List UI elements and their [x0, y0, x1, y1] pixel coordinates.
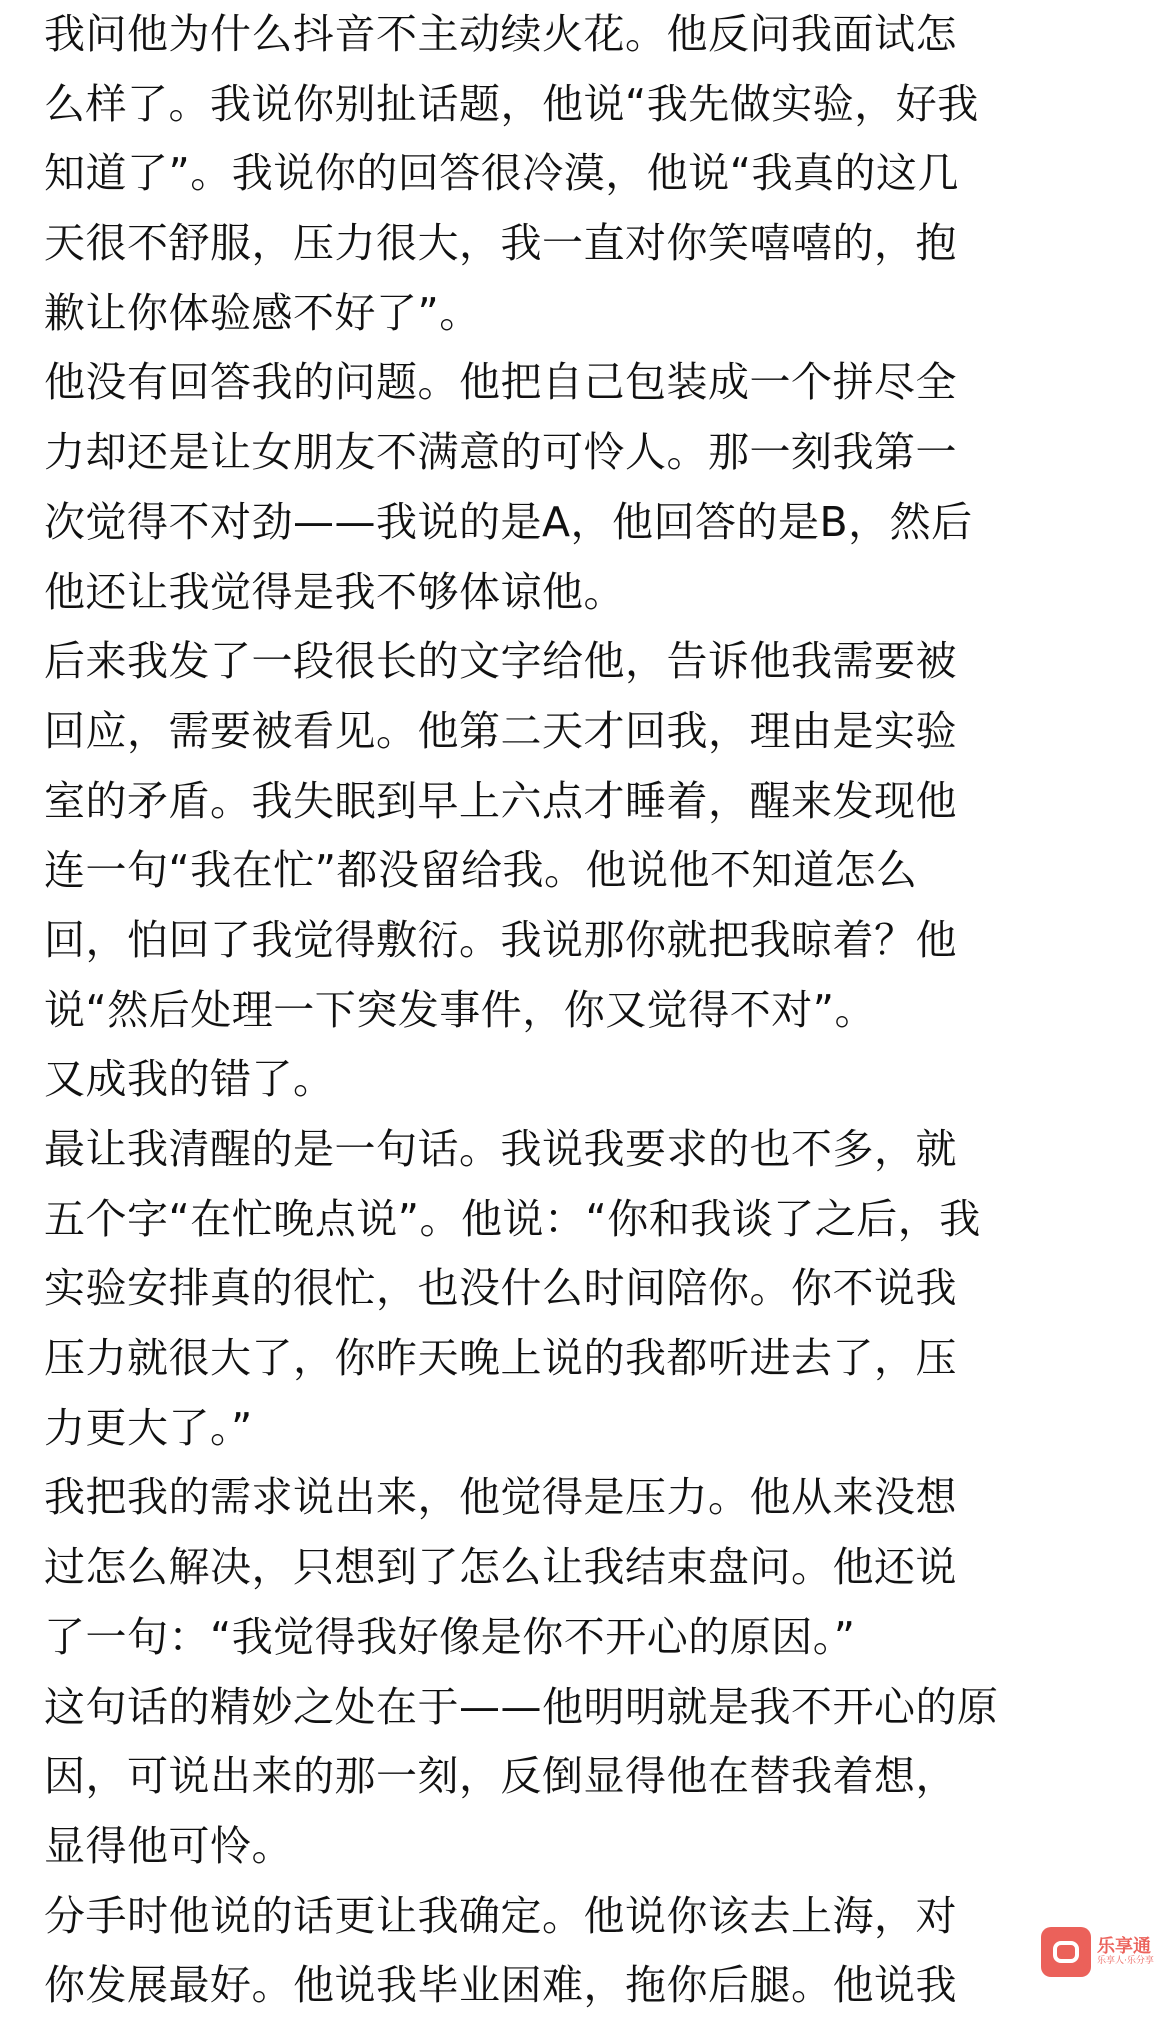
- text-line: 这句话的精妙之处在于——他明明就是我不开心的原: [44, 1682, 999, 1731]
- text-line: 连一句“我在忙”都没留给我。他说他不知道怎么: [44, 846, 918, 895]
- speech-bubble-icon: [1041, 1927, 1091, 1977]
- watermark: [1041, 1922, 1161, 1982]
- text-line: 因，可说出来的那一刻，反倒显得他在替我着想，: [44, 1752, 957, 1801]
- text-line: 了一句：“我觉得我好像是你不开心的原因。”: [44, 1612, 856, 1661]
- text-line: 歉让你体验感不好了”。: [44, 288, 481, 337]
- text-line: 分手时他说的话更让我确定。他说你该去上海，对: [44, 1891, 957, 1940]
- watermark-tagline: 乐享人·乐分享: [1097, 1955, 1154, 1966]
- text-line: 压力就很大了，你昨天晚上说的我都听进去了，压: [44, 1334, 957, 1383]
- text-line: 他没有回答我的问题。他把自己包装成一个拼尽全: [44, 358, 957, 407]
- text-line: 你发展最好。他说我毕业困难，拖你后腿。他说我: [44, 1961, 957, 2010]
- text-line: 我把我的需求说出来，他觉得是压力。他从来没想: [44, 1473, 957, 1522]
- text-line: 知道了”。我说你的回答很冷漠，他说“我真的这几: [44, 149, 959, 198]
- text-line: 显得他可怜。: [44, 1821, 293, 1870]
- text-line: 我问他为什么抖音不主动续火花。他反问我面试怎: [44, 10, 957, 58]
- text-line: 他还让我觉得是我不够体谅他。: [44, 567, 625, 616]
- text-line: 室的矛盾。我失眠到早上六点才睡着，醒来发现他: [44, 776, 957, 825]
- text-line: 后来我发了一段很长的文字给他，告诉他我需要被: [44, 637, 957, 686]
- text-line: 力却还是让女朋友不满意的可怜人。那一刻我第一: [44, 428, 957, 477]
- text-line: 么样了。我说你别扯话题，他说“我先做实验，好我: [44, 79, 979, 128]
- text-line: 回，怕回了我觉得敷衍。我说那你就把我晾着？他: [44, 915, 957, 964]
- text-line: 天很不舒服，压力很大，我一直对你笑嘻嘻的，抱: [44, 219, 957, 268]
- watermark-text: [1097, 1937, 1154, 1967]
- text-line: 实验安排真的很忙，也没什么时间陪你。你不说我: [44, 1264, 957, 1313]
- text-line: 说“然后处理一下突发事件，你又觉得不对”。: [44, 985, 876, 1034]
- watermark-name: 乐享通: [1097, 1936, 1151, 1958]
- text-line: 力更大了。”: [44, 1403, 253, 1452]
- text-line: 回应，需要被看见。他第二天才回我，理由是实验: [44, 706, 957, 755]
- text-line: 又成我的错了。: [44, 1055, 335, 1104]
- text-line: 最让我清醒的是一句话。我说我要求的也不多，就: [44, 1125, 957, 1173]
- text-line: 五个字“在忙晚点说”。他说：“你和我谈了之后，我: [44, 1194, 981, 1243]
- text-line: 次觉得不对劲——我说的是A，他回答的是B，然后: [44, 497, 973, 546]
- article-body: [44, 0, 1134, 2021]
- text-line: 过怎么解决，只想到了怎么让我结束盘问。他还说: [44, 1543, 957, 1592]
